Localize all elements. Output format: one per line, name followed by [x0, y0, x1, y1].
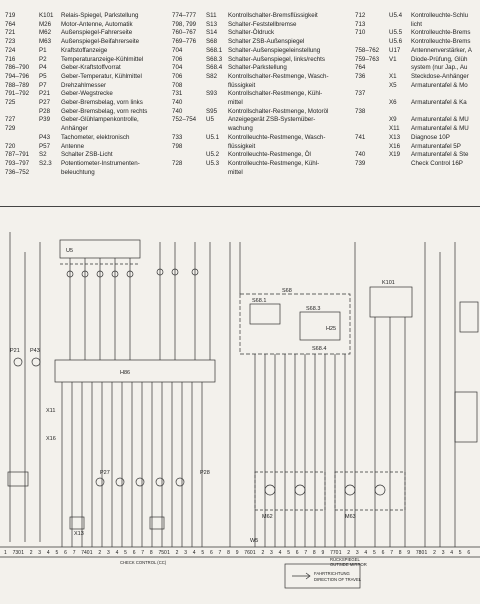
legend-desc: beleuchtung: [61, 168, 95, 176]
ruler-tick: 760: [244, 550, 253, 556]
ruler-tick: 1: [167, 550, 170, 556]
legend-desc: Relais-Spiegel, Parkstellung: [61, 12, 139, 19]
mirror-label-en: OUTSIDE MIRROR: [330, 562, 367, 567]
legend-code: P27: [39, 99, 51, 106]
legend-desc: Kontrolleuchte-Brems: [411, 38, 471, 46]
legend-desc: Antenne: [61, 142, 85, 150]
ruler-tick: 4: [364, 550, 368, 556]
legend-page: 724: [5, 46, 16, 54]
ruler-tick: 4: [115, 550, 119, 556]
legend-desc: Geber-Wegstrecke: [61, 90, 113, 98]
legend-row: [5, 90, 113, 98]
legend-row: [172, 82, 255, 90]
legend-row: [5, 134, 129, 142]
legend-desc: Motor-Antenne, Automatik: [61, 20, 133, 28]
ruler-tick: 3: [270, 550, 273, 556]
ruler-tick: 6: [295, 550, 299, 556]
legend-row: [5, 169, 95, 177]
legend-page: 737: [355, 90, 366, 98]
legend-desc: Geber-Glühlampenkontrolle,: [61, 116, 139, 124]
legend-row: [172, 90, 322, 98]
legend-page: 719: [5, 12, 16, 19]
legend-desc: Schalter ZSB-Licht: [61, 151, 113, 159]
ruler-tick: 5: [124, 550, 127, 556]
legend-row: [355, 143, 461, 151]
legend-page: 740: [355, 151, 366, 159]
legend-desc: Kontrollschalter-Bremsflüssigkeit: [228, 12, 318, 19]
legend-row: [172, 169, 243, 177]
legend-code: S68.3: [206, 55, 223, 63]
legend-desc: Temperaturanzeige-Kühlmittel: [61, 55, 144, 63]
legend-desc: Kontrollschalter-Restmenge, Motoröl: [228, 107, 329, 115]
legend-page: 759–763: [355, 55, 380, 63]
legend-page: 764: [5, 20, 16, 28]
ruler-tick: 740: [81, 550, 90, 556]
component-legend: [0, 0, 480, 190]
legend-code: P7: [39, 81, 47, 89]
legend-desc: Außenspiegel-Beifahrerseite: [61, 38, 140, 46]
legend-desc: Kontrollschalter-Restmenge, Wasch-: [228, 72, 329, 80]
h86-connector: [55, 360, 215, 382]
legend-row: [172, 73, 329, 81]
ruler-tick: 3: [184, 550, 187, 556]
legend-code: S68.4: [206, 64, 223, 72]
legend-desc: Schalter ZSB-Außenspiegel: [228, 38, 305, 46]
legend-code: X1: [389, 72, 397, 80]
ruler-tick: 2: [261, 550, 265, 556]
legend-desc: Geber-Temperatur, Kühlmittel: [61, 72, 142, 80]
legend-row: [355, 12, 468, 20]
ruler-tick: 780: [415, 550, 425, 556]
ruler-tick: 6: [467, 550, 471, 556]
label-x11: X11: [46, 408, 56, 414]
legend-row: [355, 47, 472, 55]
check-control-label: CHECK CONTROL (CC): [120, 560, 167, 565]
legend-code: S2.3: [39, 159, 52, 167]
legend-page: 716: [5, 55, 16, 63]
legend-row: [172, 151, 311, 159]
legend-row: [5, 151, 113, 159]
legend-row: [172, 116, 315, 124]
legend-row: [5, 125, 88, 133]
legend-desc: licht: [411, 20, 423, 28]
ruler-tick: 1: [424, 550, 428, 556]
legend-code: S11: [206, 12, 217, 19]
legend-page: 729: [5, 125, 16, 133]
ruler-tick: 5: [373, 550, 376, 556]
legend-row: [5, 73, 142, 81]
label-m62: M62: [262, 514, 273, 520]
legend-code: S14: [206, 29, 218, 37]
legend-row: [5, 143, 84, 151]
legend-page: 788–789: [5, 81, 30, 89]
legend-desc: Diode-Prüfung, Glüh: [411, 55, 468, 63]
legend-desc: Armaturentafel & Ka: [411, 99, 467, 106]
legend-page: 793–797: [5, 159, 30, 167]
legend-desc: Kontrolleuchte-Schlu: [411, 12, 469, 19]
legend-page: 720: [5, 142, 16, 150]
label-m63: M63: [345, 514, 356, 520]
legend-page: 738: [355, 107, 366, 115]
ruler-tick: 5: [55, 550, 59, 556]
legend-code: P43: [39, 133, 51, 141]
legend-row: [5, 29, 132, 37]
ruler-tick: 1: [4, 550, 7, 556]
legend-row: [172, 64, 287, 72]
legend-row: [355, 29, 471, 37]
legend-code: P5: [39, 72, 47, 80]
legend-desc: Steckdose-Anhänger: [411, 72, 469, 80]
ruler-tick: 6: [210, 550, 213, 556]
legend-desc: Tachometer, elektronisch: [61, 133, 130, 141]
legend-desc: Kontrollschalter-Restmenge, Kühl-: [228, 90, 323, 98]
ruler-tick: 2: [29, 550, 33, 556]
legend-desc: Kontrolleuchte-Restmenge, Kühl-: [228, 159, 320, 167]
legend-desc: Drehzahlmesser: [61, 81, 107, 89]
ruler-tick: 4: [450, 550, 454, 556]
legend-code: P57: [39, 142, 51, 150]
wiring-schematic: [0, 212, 480, 599]
legend-page: 760–767: [172, 29, 197, 37]
ruler-tick: 2: [347, 550, 351, 556]
legend-code: U5.3: [206, 159, 220, 167]
label-u5: U5: [66, 248, 74, 254]
legend-page: 740: [172, 99, 183, 106]
legend-code: M26: [39, 20, 52, 28]
legend-code: S95: [206, 107, 218, 115]
ruler-tick: 730: [12, 550, 21, 556]
ruler-tick: 750: [158, 550, 167, 556]
legend-desc: Anzeigegerät ZSB-Systemüber-: [228, 116, 316, 124]
label-p27: P27: [100, 470, 110, 476]
legend-row: [355, 64, 467, 72]
ruler-tick: 5: [201, 550, 205, 556]
legend-page: 704: [172, 46, 183, 54]
ruler-tick: 3: [441, 550, 445, 556]
ruler-tick: 1: [252, 550, 256, 556]
legend-desc: Geber-Bremsbelag, vorn rechts: [61, 107, 148, 115]
legend-row: [172, 108, 328, 116]
legend-desc: Kontrolleuchte-Brems: [411, 29, 471, 37]
legend-page: 725: [5, 99, 16, 106]
legend-row: [5, 116, 139, 124]
legend-desc: Armaturentafel & MU: [411, 116, 469, 124]
legend-code: S2: [39, 151, 47, 159]
legend-row: [5, 108, 147, 116]
legend-row: [172, 160, 319, 168]
label-s68-1: S68.1: [252, 298, 267, 304]
ruler-tick: 9: [407, 550, 411, 556]
legend-page: 728: [172, 159, 183, 167]
legend-page: 723: [5, 38, 16, 46]
ruler-tick: 7: [304, 550, 308, 556]
legend-code: U5.4: [389, 12, 403, 19]
legend-page: 704: [172, 64, 183, 72]
label-s68: S68: [282, 288, 292, 294]
legend-row: [172, 125, 253, 133]
legend-page: 740: [172, 107, 183, 115]
ruler-tick: 2: [98, 550, 102, 556]
legend-code: P4: [39, 64, 47, 72]
legend-page: 786–790: [5, 64, 30, 72]
legend-desc: Schalter-Öldruck: [228, 29, 275, 37]
legend-page: 710: [355, 29, 366, 37]
legend-row: [5, 38, 139, 46]
legend-code: P39: [39, 116, 51, 124]
legend-row: [355, 38, 471, 46]
ruler-tick: 8: [149, 550, 153, 556]
m63-mirror: [335, 472, 405, 510]
legend-code: P21: [39, 90, 51, 98]
legend-desc: Schalter-Außenspiegel, links/rechts: [228, 55, 325, 63]
legend-row: [172, 143, 255, 151]
legend-page: 774–777: [172, 12, 197, 19]
legend-page: 736: [355, 72, 366, 80]
legend-code: M62: [39, 29, 52, 37]
legend-row: [5, 160, 140, 168]
label-x16: X16: [46, 436, 56, 442]
legend-page: 752–754: [172, 116, 197, 124]
legend-page: 794–796: [5, 72, 30, 80]
legend-page: 706: [172, 55, 183, 63]
ruler-tick: 1: [338, 550, 342, 556]
legend-row: [5, 82, 106, 90]
legend-code: U5.2: [206, 151, 220, 159]
legend-page: 758–762: [355, 46, 380, 54]
ruler-tick: 8: [227, 550, 230, 556]
legend-desc: Armaturentafel & MU: [411, 125, 469, 133]
legend-row: [355, 82, 468, 90]
ruler-tick: 9: [321, 550, 325, 556]
legend-desc: system (nur Jap., Au: [411, 64, 468, 72]
legend-row: [5, 99, 143, 107]
legend-page: 798: [172, 142, 183, 150]
ruler-tick: 7: [141, 550, 145, 556]
legend-desc: Kraftstoffanzeige: [61, 46, 108, 54]
legend-page: 791–792: [5, 90, 30, 98]
ruler-tick: 3: [107, 550, 110, 556]
legend-code: S13: [206, 20, 218, 28]
legend-code: X19: [389, 151, 401, 159]
ruler-tick: 3: [38, 550, 42, 556]
label-s68-3: S68.3: [306, 306, 321, 312]
legend-code: X11: [389, 125, 400, 133]
label-p28: P28: [200, 470, 210, 476]
legend-desc: Geber-Bremsbelag, vorn links: [61, 99, 143, 106]
legend-row: [355, 21, 422, 29]
legend-desc: Armaturentafel & Ste: [411, 151, 469, 159]
legend-row: [5, 56, 143, 64]
legend-row: [355, 116, 469, 124]
ruler-tick: 7: [218, 550, 222, 556]
legend-code: P1: [39, 46, 47, 54]
legend-code: S82: [206, 72, 218, 80]
legend-code: U5.5: [389, 29, 403, 37]
label-p21: P21: [10, 348, 20, 354]
legend-desc: Außenspiegel-Fahrerseite: [61, 29, 133, 37]
legend-page: 713: [355, 20, 366, 28]
ruler-tick: 3: [355, 550, 359, 556]
label-k101: K101: [382, 280, 395, 286]
legend-code: U5.1: [206, 133, 220, 141]
legend-code: U5.6: [389, 38, 403, 46]
legend-row: [5, 64, 121, 72]
ruler-tick: 770: [330, 550, 339, 556]
legend-page: 733: [172, 133, 183, 141]
legend-row: [172, 99, 243, 107]
legend-code: S93: [206, 90, 218, 98]
legend-desc: flüssigkeit: [228, 81, 256, 89]
travel-direction-en: DIRECTION OF TRAVEL: [314, 577, 362, 582]
legend-desc: Anhänger: [61, 125, 88, 133]
ruler-tick: 5: [287, 550, 290, 556]
legend-row: [355, 99, 467, 107]
page-ruler: [4, 550, 470, 556]
legend-row: [172, 134, 325, 142]
label-x13: X13: [74, 531, 84, 537]
legend-row: [172, 47, 320, 55]
legend-row: [355, 125, 469, 133]
legend-page: 706: [172, 72, 183, 80]
legend-desc: Antennenverstärker, A: [411, 46, 472, 54]
ruler-tick: 4: [278, 550, 282, 556]
legend-desc: Armaturentafel 5P: [411, 142, 461, 150]
ruler-tick: 8: [398, 550, 402, 556]
legend-row: [5, 47, 107, 55]
label-p43: P43: [30, 348, 40, 354]
travel-direction-de: FAHRTRICHTUNG: [314, 571, 350, 576]
legend-code: X13: [389, 133, 401, 141]
legend-desc: Schalter-Feststellbremse: [228, 20, 297, 28]
legend-code: X16: [389, 142, 401, 150]
legend-row: [355, 56, 467, 64]
ruler-tick: 7: [390, 550, 393, 556]
legend-page: 769–776: [172, 38, 197, 46]
legend-desc: Schalter-Außenspiegeleinstellung: [228, 46, 321, 54]
legend-row: [5, 12, 138, 20]
ruler-tick: 2: [175, 550, 179, 556]
k101-relay: [370, 287, 412, 317]
legend-desc: Armaturentafel & Mo: [411, 81, 468, 89]
ruler-tick: 1: [89, 550, 93, 556]
ruler-tick: 1: [21, 550, 24, 556]
legend-desc: mittel: [228, 168, 243, 176]
legend-desc: wachung: [228, 125, 253, 133]
ruler-tick: 2: [433, 550, 436, 556]
label-h86: H86: [120, 370, 131, 376]
legend-page: 736–752: [5, 168, 30, 176]
legend-row: [355, 160, 463, 168]
legend-desc: Kontrolleuchte-Restmenge, Wasch-: [228, 133, 326, 141]
legend-code: X6: [389, 99, 397, 106]
legend-code: S68.1: [206, 46, 223, 54]
ruler-tick: 4: [46, 550, 50, 556]
legend-row: [355, 90, 411, 98]
label-s68-4: S68.4: [312, 346, 327, 352]
legend-code: U17: [389, 46, 401, 54]
legend-desc: mittel: [228, 99, 243, 106]
legend-code: P2: [39, 55, 47, 63]
legend-page: 727: [5, 116, 16, 124]
legend-page: 764: [355, 64, 366, 72]
legend-code: K101: [39, 12, 54, 19]
legend-row: [172, 21, 296, 29]
legend-page: 798, 799: [172, 20, 197, 28]
ruler-tick: 7: [72, 550, 76, 556]
legend-row: [172, 56, 325, 64]
legend-desc: Kontrolleuchte-Restmenge, Öl: [228, 151, 311, 159]
legend-row: [355, 134, 450, 142]
legend-row: [355, 73, 469, 81]
legend-page: 721: [5, 29, 16, 37]
legend-desc: flüssigkeit: [228, 142, 256, 150]
legend-page: 739: [355, 159, 366, 167]
ruler-tick: 6: [381, 550, 385, 556]
legend-code: X5: [389, 81, 397, 89]
legend-desc: Potentiometer-Instrumenten-: [61, 159, 140, 167]
legend-divider: [0, 206, 480, 207]
legend-code: U5: [206, 116, 214, 124]
legend-desc: Geber-Kraftstoffvorrat: [61, 64, 121, 72]
ruler-tick: 9: [235, 550, 239, 556]
mirror-label-de: RÜCKSPIEGEL: [330, 557, 360, 562]
legend-page: 741: [355, 133, 366, 141]
legend-code: X9: [389, 116, 397, 124]
legend-page: 708: [172, 81, 183, 89]
legend-desc: Check Control 16P: [411, 159, 463, 167]
ruler-tick: 5: [458, 550, 462, 556]
legend-code: V1: [389, 55, 397, 63]
legend-desc: Diagnose 10P: [411, 133, 450, 141]
ruler-tick: 4: [192, 550, 196, 556]
ruler-tick: 6: [132, 550, 136, 556]
legend-code: P28: [39, 107, 51, 115]
legend-page: 731: [172, 90, 183, 98]
ruler-tick: 6: [64, 550, 67, 556]
legend-code: M63: [39, 38, 52, 46]
label-w5: W5: [250, 538, 259, 544]
legend-row: [355, 108, 411, 116]
legend-row: [355, 151, 468, 159]
legend-desc: Schalter-Parkstellung: [228, 64, 287, 72]
legend-page: 712: [355, 12, 366, 19]
legend-row: [5, 21, 133, 29]
legend-row: [172, 29, 274, 37]
ruler-tick: 8: [312, 550, 316, 556]
m62-mirror: [255, 472, 325, 510]
legend-page: 787–791: [5, 151, 30, 159]
legend-code: S68: [206, 38, 218, 46]
label-h25: H25: [326, 326, 337, 332]
legend-row: [172, 12, 318, 20]
legend-row: [172, 38, 304, 46]
